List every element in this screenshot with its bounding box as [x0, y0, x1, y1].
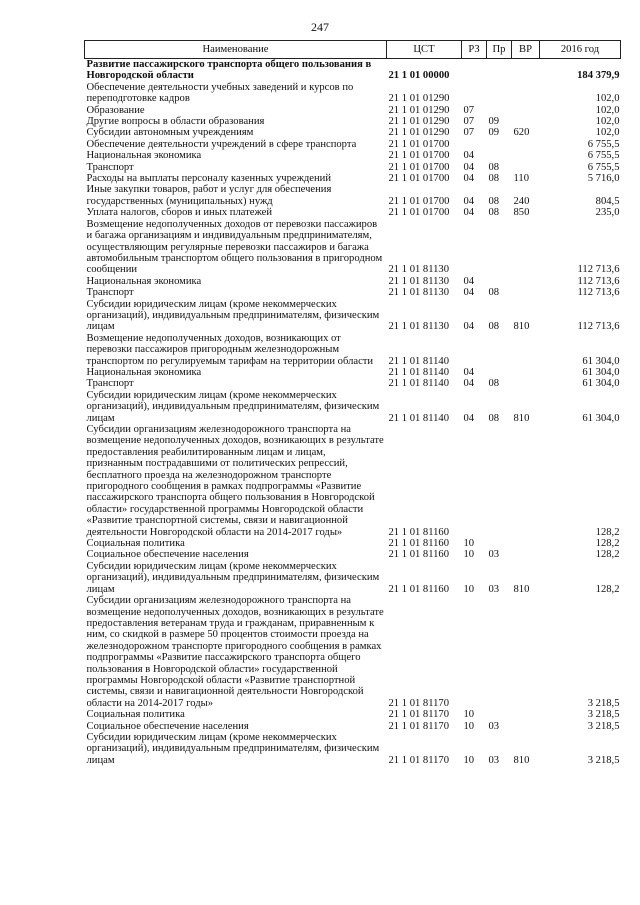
table-row — [85, 538, 621, 549]
cell-sum: 128,2 — [595, 549, 620, 561]
header-cst: ЦСТ — [387, 41, 462, 59]
cell-rz: 04 — [463, 287, 475, 299]
cell-cst: 21 1 01 01290 — [388, 127, 450, 139]
cell-vr — [512, 709, 540, 720]
cell-name: Образование — [86, 104, 145, 116]
cell-pr: 09 — [488, 127, 500, 139]
table-row — [85, 333, 621, 367]
cell-sum: 6 755,5 — [587, 161, 620, 173]
cell-pr: 09 — [488, 116, 500, 128]
cell-name: Развитие пассажирского транспорта общего пользования в Новгородской области — [85, 59, 387, 82]
table-header — [85, 41, 621, 59]
cell-sum: 112 713,6 — [577, 275, 620, 287]
cell-cst: 21 1 01 01700 — [388, 173, 450, 185]
cell-vr — [512, 105, 540, 116]
cell-pr: 03 — [488, 549, 500, 561]
cell-pr — [487, 595, 512, 709]
cell-cst: 21 1 01 81140 — [388, 355, 450, 367]
cell-cst: 21 1 01 81130 — [388, 264, 450, 276]
cell-cst: 21 1 01 81160 — [388, 549, 450, 561]
cell-vr — [512, 287, 540, 298]
cell-cst: 21 1 01 01700 — [388, 195, 450, 207]
cell-vr — [512, 333, 540, 367]
cell-rz — [462, 82, 487, 105]
cell-name: Уплата налогов, сборов и иных платежей — [86, 207, 273, 219]
cell-cst: 21 1 01 81170 — [388, 754, 450, 766]
table-row — [85, 82, 621, 105]
cell-vr — [512, 424, 540, 538]
cell-rz: 10 — [463, 754, 475, 766]
cell-cst: 21 1 01 81140 — [388, 366, 450, 378]
cell-cst: 21 1 01 01290 — [388, 93, 450, 105]
cell-name: Субсидии автономным учреждениям — [86, 127, 254, 139]
header-row — [85, 41, 621, 59]
cell-cst: 21 1 01 81170 — [388, 697, 450, 709]
cell-rz: 10 — [463, 549, 475, 561]
cell-vr: 810 — [513, 754, 530, 766]
cell-rz — [462, 219, 487, 276]
cell-vr — [512, 219, 540, 276]
cell-vr: 810 — [513, 321, 530, 333]
table-row — [85, 561, 621, 595]
cell-rz: 10 — [463, 538, 475, 550]
cell-cst: 21 1 01 81140 — [388, 378, 450, 390]
table-row — [85, 207, 621, 218]
cell-pr: 08 — [488, 207, 500, 219]
cell-cst: 21 1 01 01700 — [388, 207, 450, 219]
cell-name: Транспорт — [86, 378, 134, 390]
cell-vr — [512, 116, 540, 127]
table-row — [85, 732, 621, 766]
cell-name: Транспорт — [86, 161, 134, 173]
cell-pr: 08 — [488, 195, 500, 207]
cell-cst: 21 1 01 01290 — [388, 104, 450, 116]
cell-rz — [462, 139, 487, 150]
cell-vr: 240 — [513, 195, 530, 207]
cell-name: Социальное обеспечение населения — [86, 720, 249, 732]
cell-vr: 810 — [513, 412, 530, 424]
cell-pr: 08 — [488, 161, 500, 173]
cell-sum: 61 304,0 — [582, 412, 620, 424]
cell-pr — [487, 105, 512, 116]
cell-cst: 21 1 01 81170 — [388, 720, 450, 732]
cell-sum: 102,0 — [595, 104, 620, 116]
cell-pr — [487, 538, 512, 549]
cell-rz: 04 — [463, 150, 475, 162]
cell-rz: 04 — [463, 195, 475, 207]
header-pr: Пр — [487, 41, 512, 59]
cell-sum: 128,2 — [595, 538, 620, 550]
cell-vr — [512, 59, 540, 82]
cell-sum: 184 379,9 — [540, 59, 621, 82]
cell-name: Субсидии юридическим лицам (кроме некоммерческих организаций), индивидуальным предпринимателям, физическим лицам — [86, 731, 380, 766]
cell-name: Национальная экономика — [86, 150, 202, 162]
cell-pr — [487, 139, 512, 150]
cell-name: Расходы на выплаты персоналу казенных учреждений — [86, 173, 331, 185]
table-row — [85, 173, 621, 184]
cell-name: Субсидии юридическим лицам (кроме некоммерческих организаций), индивидуальным предпринимателям, физическим лицам — [86, 389, 380, 424]
table-row — [85, 287, 621, 298]
cell-cst: 21 1 01 81160 — [388, 526, 450, 538]
cell-sum: 61 304,0 — [582, 378, 620, 390]
cell-pr: 08 — [488, 412, 500, 424]
cell-name: Социальная политика — [86, 709, 185, 721]
cell-pr: 03 — [488, 754, 500, 766]
cell-vr — [512, 595, 540, 709]
cell-vr: 110 — [513, 173, 529, 185]
cell-cst: 21 1 01 81130 — [388, 275, 450, 287]
cell-vr — [512, 549, 540, 560]
table-row — [85, 378, 621, 389]
cell-cst: 21 1 01 81160 — [388, 538, 450, 550]
cell-pr: 03 — [488, 720, 500, 732]
cell-pr: 08 — [488, 378, 500, 390]
cell-pr — [487, 59, 512, 82]
cell-pr — [487, 276, 512, 287]
cell-name: Обеспечение деятельности учебных заведений и курсов по переподготовке кадров — [86, 81, 354, 105]
cell-pr: 08 — [488, 287, 500, 299]
header-rz: РЗ — [462, 41, 487, 59]
cell-rz: 04 — [463, 161, 475, 173]
cell-vr — [512, 538, 540, 549]
table-row — [85, 595, 621, 709]
cell-vr: 620 — [513, 127, 530, 139]
cell-cst: 21 1 01 81170 — [388, 709, 450, 721]
cell-vr — [512, 150, 540, 161]
cell-name: Иные закупки товаров, работ и услуг для обеспечения государственных (муниципальных) нужд — [86, 184, 332, 207]
cell-rz: 10 — [463, 583, 475, 595]
cell-name: Транспорт — [86, 287, 134, 299]
cell-rz: 04 — [463, 207, 475, 219]
cell-rz: 04 — [463, 173, 475, 185]
cell-sum: 112 713,6 — [577, 264, 620, 276]
cell-pr — [487, 367, 512, 378]
table-row — [85, 299, 621, 333]
cell-vr — [512, 276, 540, 287]
table-row — [85, 367, 621, 378]
cell-name: Субсидии организациям железнодорожного транспорта на возмещение недополученных доходов, возникающих в результате предоставления реабилитированным лицам и лицам, признанным пострадавшими от политических репрессий, бесплатного проезда на железнодорожном транспорте пригородного сообщения в рамках подпрограммы «Развитие пассажирского транспорта общего пользования в Новгородской области» государственной программы Новгородской области «Развитие транспортной системы, связи и навигационной деятельности Новгородской области на 2014-2017 годы» — [86, 424, 384, 538]
cell-pr — [487, 219, 512, 276]
cell-rz: 04 — [463, 378, 475, 390]
cell-sum: 3 218,5 — [587, 709, 620, 721]
budget-table — [84, 40, 621, 766]
cell-sum: 3 218,5 — [587, 697, 620, 709]
cell-rz: 07 — [463, 104, 475, 116]
cell-vr — [512, 82, 540, 105]
cell-cst: 21 1 01 81140 — [388, 412, 450, 424]
cell-sum: 6 755,5 — [587, 150, 620, 162]
table-row — [85, 390, 621, 424]
cell-sum: 112 713,6 — [577, 321, 620, 333]
table-row — [85, 59, 621, 82]
header-name: Наименование — [85, 41, 387, 59]
cell-vr — [512, 139, 540, 150]
cell-sum: 235,0 — [595, 207, 620, 219]
table-row — [85, 162, 621, 173]
cell-cst: 21 1 01 81130 — [388, 287, 450, 299]
cell-cst: 21 1 01 01700 — [388, 138, 450, 150]
cell-cst: 21 1 01 81130 — [388, 321, 450, 333]
cell-cst: 21 1 01 81160 — [388, 583, 450, 595]
table-row — [85, 184, 621, 207]
cell-sum: 804,5 — [595, 195, 620, 207]
cell-sum: 102,0 — [595, 93, 620, 105]
table-row — [85, 276, 621, 287]
cell-name: Обеспечение деятельности учреждений в сфере транспорта — [86, 138, 357, 150]
cell-sum: 61 304,0 — [582, 366, 620, 378]
table-row — [85, 105, 621, 116]
cell-name: Национальная экономика — [86, 366, 202, 378]
cell-pr: 08 — [488, 173, 500, 185]
cell-rz: 04 — [463, 366, 475, 378]
cell-rz — [462, 59, 487, 82]
cell-pr — [487, 333, 512, 367]
table-body — [85, 59, 621, 767]
cell-vr: 850 — [513, 207, 530, 219]
cell-name: Социальное обеспечение населения — [86, 549, 249, 561]
table-row — [85, 150, 621, 161]
cell-cst: 21 1 01 01700 — [388, 150, 450, 162]
cell-rz: 04 — [463, 412, 475, 424]
cell-vr — [512, 367, 540, 378]
header-sum: 2016 год — [540, 41, 621, 59]
page-number: 247 — [311, 20, 329, 34]
cell-rz: 10 — [463, 720, 475, 732]
cell-vr — [512, 378, 540, 389]
table-row — [85, 721, 621, 732]
cell-cst: 21 1 01 01290 — [388, 116, 450, 128]
table-row — [85, 709, 621, 720]
cell-rz — [462, 333, 487, 367]
table-row — [85, 219, 621, 276]
cell-pr — [487, 82, 512, 105]
cell-rz: 04 — [463, 321, 475, 333]
table-row — [85, 424, 621, 538]
cell-name: Субсидии юридическим лицам (кроме некоммерческих организаций), индивидуальным предпринимателям, физическим лицам — [86, 560, 380, 595]
cell-pr: 08 — [488, 321, 500, 333]
header-vr: ВР — [512, 41, 540, 59]
cell-name: Другие вопросы в области образования — [86, 116, 265, 128]
cell-name: Возмещение недополученных доходов от перевозки пассажиров и багажа организациям и индивидуальным предпринимателям, осуществляющим регулярные перевозки пассажиров и багажа автомобильным транспортом общего пользования в пригородном сообщении — [86, 218, 383, 276]
cell-vr — [512, 162, 540, 173]
cell-cst: 21 1 01 01700 — [388, 161, 450, 173]
cell-sum: 6 755,5 — [587, 138, 620, 150]
cell-rz: 10 — [463, 709, 475, 721]
cell-vr — [512, 721, 540, 732]
cell-rz: 07 — [463, 127, 475, 139]
table-row — [85, 127, 621, 138]
cell-sum: 102,0 — [595, 127, 620, 139]
cell-sum: 128,2 — [595, 583, 620, 595]
cell-pr — [487, 150, 512, 161]
cell-pr: 03 — [488, 583, 500, 595]
cell-rz — [462, 595, 487, 709]
cell-cst: 21 1 01 00000 — [387, 59, 462, 82]
cell-name: Возмещение недополученных доходов, возникающих от перевозки пассажиров пригородным железнодорожным транспортом по регулируемым тарифам на территории области — [86, 332, 374, 367]
cell-vr: 810 — [513, 583, 530, 595]
cell-rz — [462, 424, 487, 538]
cell-name: Социальная политика — [86, 538, 185, 550]
cell-sum: 128,2 — [595, 526, 620, 538]
cell-pr — [487, 709, 512, 720]
table-row — [85, 116, 621, 127]
cell-name: Субсидии организациям железнодорожного транспорта на возмещение недополученных доходов, возникающих в результате предоставления ветеранам труда и гражданам, приравненным к ним, со скидкой в размере 50 процентов стоимости проезда на железнодорожном транспорте пригородного сообщения в рамках подпрограммы «Развитие пассажирского транспорта общего пользования в Новгородской области» государственной программы Новгородской области «Развитие транспортной системы, связи и навигационной деятельности Новгородской области на 2014-2017 годы» — [86, 595, 384, 709]
cell-rz: 07 — [463, 116, 475, 128]
cell-sum: 5 716,0 — [587, 173, 620, 185]
table-row — [85, 549, 621, 560]
cell-sum: 102,0 — [595, 116, 620, 128]
table-row — [85, 139, 621, 150]
cell-sum: 61 304,0 — [582, 355, 620, 367]
cell-sum: 112 713,6 — [577, 287, 620, 299]
cell-pr — [487, 424, 512, 538]
cell-sum: 3 218,5 — [587, 720, 620, 732]
cell-name: Субсидии юридическим лицам (кроме некоммерческих организаций), индивидуальным предпринимателям, физическим лицам — [86, 298, 380, 333]
cell-rz: 04 — [463, 275, 475, 287]
cell-sum: 3 218,5 — [587, 754, 620, 766]
cell-name: Национальная экономика — [86, 275, 202, 287]
